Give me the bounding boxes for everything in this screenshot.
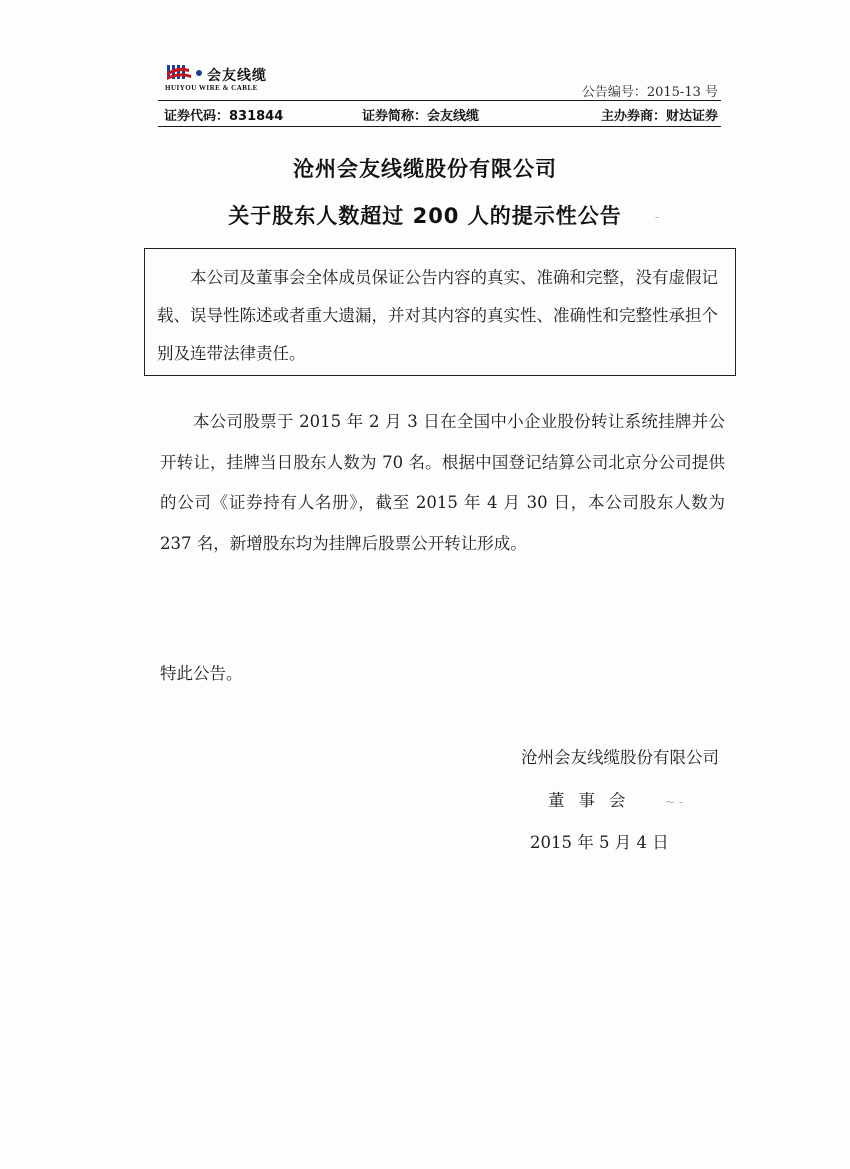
company-logo	[165, 63, 315, 91]
logo-name-en: HUIYOU WIRE & CABLE	[165, 84, 258, 92]
security-code: 证券代码：831844	[164, 109, 284, 124]
signature-company: 沧州会友线缆股份有限公司	[521, 748, 719, 767]
signature-date: 2015 年 5 月 4 日	[530, 833, 669, 852]
document-title-subject: 关于股东人数超过 200 人的提示性公告	[228, 204, 622, 228]
document-title-company: 沧州会友线缆股份有限公司	[293, 157, 557, 181]
board-statement-box: 本公司及董事会全体成员保证公告内容的真实、准确和完整，没有虚假记载、误导性陈述或者重大遗漏，并对其内容的真实性、准确性和完整性承担个别及连带法律责任。	[144, 248, 736, 376]
logo-mark-icon	[165, 63, 205, 83]
logo-name-zh: 会友线缆	[207, 68, 267, 84]
body-paragraph: 本公司股票于 2015 年 2 月 3 日在全国中小企业股份转让系统挂牌并公开转让，挂牌当日股东人数为 70 名。根据中国登记结算公司北京分公司提供的公司《证券持有人名册》，截至 2015 年 4 月 30 日，本公司股东人数为 237 名，新增股东均为挂牌后股票公开转让形成。	[160, 412, 725, 553]
security-info-row	[162, 103, 718, 125]
header-rule-bottom	[158, 126, 721, 127]
notice-number: 公告编号：2015-13 号	[581, 85, 718, 100]
signature-board: 董事会	[548, 791, 640, 810]
sponsor-broker: 主办券商：财达证券	[600, 109, 718, 124]
security-abbreviation: 证券简称：会友线缆	[362, 109, 480, 124]
closing-line: 特此公告。	[160, 664, 243, 683]
header-rule-top	[158, 100, 721, 101]
scan-speck: -	[655, 210, 660, 224]
scan-speck: ~ -	[665, 795, 683, 809]
